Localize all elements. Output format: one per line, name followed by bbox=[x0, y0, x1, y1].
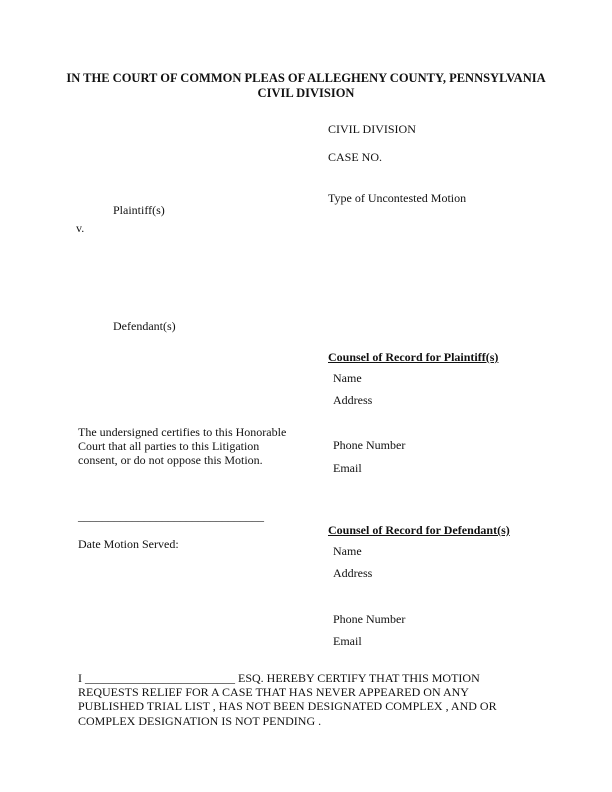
defendant-label: Defendant(s) bbox=[113, 319, 176, 333]
court-title: IN THE COURT OF COMMON PLEAS OF ALLEGHENY COUNTY, PENNSYLVANIA bbox=[66, 71, 546, 85]
defendant-counsel-heading: Counsel of Record for Defendant(s) bbox=[328, 523, 510, 537]
plaintiff-counsel-email: Email bbox=[333, 461, 362, 475]
plaintiff-counsel-name: Name bbox=[333, 371, 362, 385]
attorney-cert-line-3: PUBLISHED TRIAL LIST , HAS NOT BEEN DESIGNATED COMPLEX , AND OR bbox=[78, 699, 497, 713]
defendant-counsel-phone: Phone Number bbox=[333, 612, 406, 626]
attorney-cert-line-4: COMPLEX DESIGNATION IS NOT PENDING . bbox=[78, 714, 322, 728]
plaintiff-label: Plaintiff(s) bbox=[113, 203, 165, 217]
motion-type-label: Type of Uncontested Motion bbox=[328, 191, 467, 205]
versus-label: v. bbox=[76, 221, 85, 235]
defendant-counsel-address: Address bbox=[333, 566, 373, 580]
plaintiff-counsel-phone: Phone Number bbox=[333, 438, 406, 452]
attorney-cert-line-1: I _________________________ ESQ. HEREBY CERTIFY THAT THIS MOTION bbox=[78, 671, 480, 685]
plaintiff-counsel-address: Address bbox=[333, 393, 373, 407]
certification-line-3: consent, or do not oppose this Motion. bbox=[78, 453, 263, 467]
case-division-label: CIVIL DIVISION bbox=[328, 122, 416, 136]
attorney-cert-line-2: REQUESTS RELIEF FOR A CASE THAT HAS NEVER APPEARED ON ANY bbox=[78, 685, 469, 699]
signature-line: _______________________________ bbox=[78, 509, 264, 523]
case-number-label: CASE NO. bbox=[328, 150, 383, 164]
defendant-counsel-email: Email bbox=[333, 634, 362, 648]
certification-line-2: Court that all parties to this Litigation bbox=[78, 439, 260, 453]
date-served-label: Date Motion Served: bbox=[78, 537, 179, 551]
certification-line-1: The undersigned certifies to this Honorable bbox=[78, 425, 287, 439]
division-title: CIVIL DIVISION bbox=[257, 86, 355, 100]
defendant-counsel-name: Name bbox=[333, 544, 362, 558]
plaintiff-counsel-heading: Counsel of Record for Plaintiff(s) bbox=[328, 350, 499, 364]
